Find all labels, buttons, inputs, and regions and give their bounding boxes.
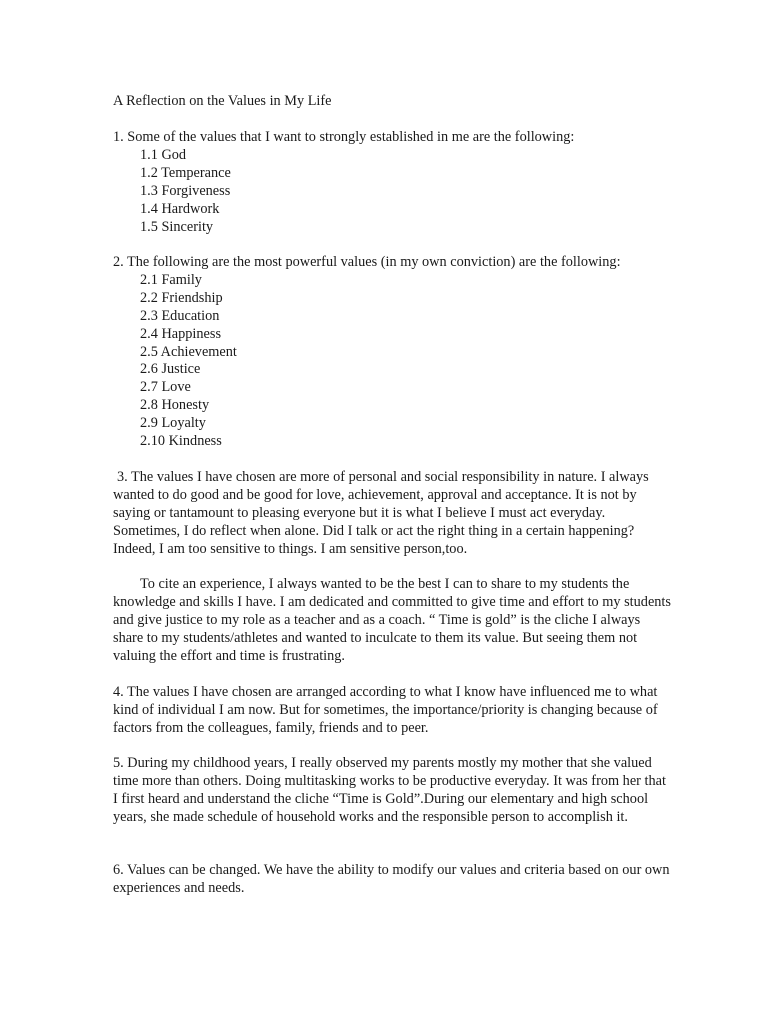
- list-item: 2.3 Education: [140, 307, 220, 324]
- list-item: 2.6 Justice: [140, 361, 201, 378]
- paragraph-3: 3. The values I have chosen are more of personal and social responsibility in nature. I always wanted to do good and be good for love, achievement, approval and acceptance. It is not by saying or tantamount to pleasing everyone but it is what I believe I must act everyday. Sometimes, I do reflect when alone. Did I talk or act the right thing in a certain happening? Indeed, I am too sensitive to things. I am sensitive person,too.: [113, 469, 649, 557]
- list-item: 1.1 God: [140, 146, 187, 163]
- list-item: 2.5 Achievement: [140, 343, 237, 360]
- list-item: 1.2 Temperance: [140, 164, 231, 181]
- list-item: 2.9 Loyalty: [140, 415, 206, 432]
- list-item: 2.10 Kindness: [140, 433, 222, 450]
- paragraph-6: 6. Values can be changed. We have the ability to modify our values and criteria based on our own experiences and needs.: [113, 862, 670, 896]
- list-item: 2.4 Happiness: [140, 325, 222, 342]
- section-1-intro: 1. Some of the values that I want to strongly established in me are the following:: [113, 129, 575, 145]
- list-item: 1.5 Sincerity: [140, 218, 214, 235]
- section-2-intro: 2. The following are the most powerful values (in my own conviction) are the following:: [113, 254, 621, 270]
- section-1-list: [113, 147, 673, 237]
- list-item: 2.8 Honesty: [140, 397, 210, 414]
- list-item: 1.3 Forgiveness: [140, 182, 231, 199]
- document-title: A Reflection on the Values in My Life: [113, 93, 332, 109]
- section-2: [113, 254, 673, 451]
- paragraph-4: 4. The values I have chosen are arranged according to what I know have influenced me to what kind of individual I am now. But for sometimes, the importance/priority is changing because of factors from the colleagues, family, friends and to peer.: [113, 684, 658, 736]
- paragraph-5: 5. During my childhood years, I really observed my parents mostly my mother that she valued time more than others. Doing multitasking works to be productive everyday. It was from her that I first heard and understand the cliche “Time is Gold”.During our elementary and high school years, she made schedule of household works and the responsible person to accomplish it.: [113, 755, 666, 825]
- list-item: 1.4 Hardwork: [140, 200, 220, 217]
- section-1: [113, 129, 673, 236]
- list-item: 2.1 Family: [140, 271, 202, 288]
- section-2-list: [113, 272, 673, 451]
- paragraph-3-experience: To cite an experience, I always wanted to be the best I can to share to my students the knowledge and skills I have. I am dedicated and committed to give time and effort to my students and give justice to my role as a teacher and as a coach. “ Time is gold” is the cliche I always share to my students/athletes and wanted to inculcate to them its value. But seeing them not valuing the effort and time is frustrating.: [113, 576, 671, 664]
- list-item: 2.2 Friendship: [140, 289, 223, 306]
- list-item: 2.7 Love: [140, 379, 191, 396]
